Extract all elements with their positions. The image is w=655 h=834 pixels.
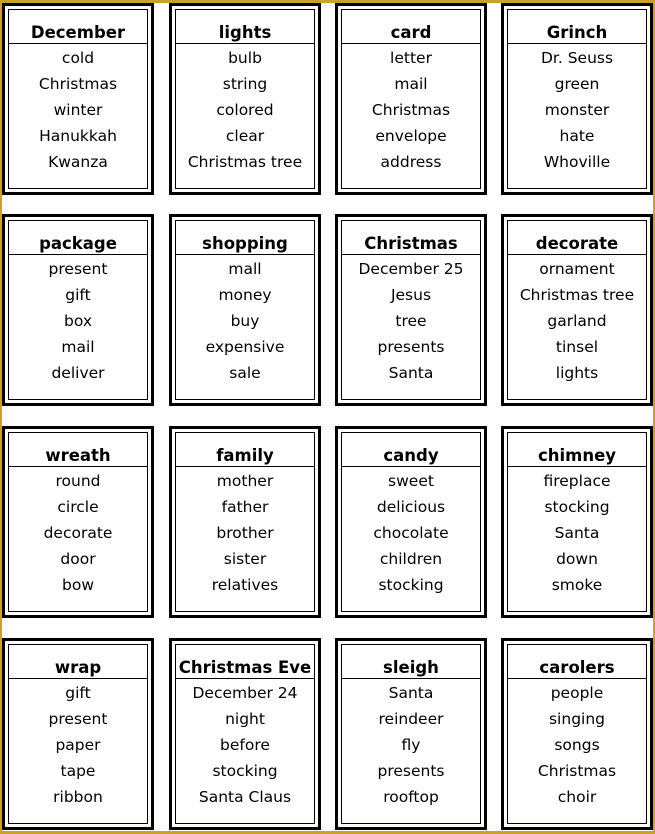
card-word: monster xyxy=(544,101,610,119)
card-word: Christmas tree xyxy=(519,286,635,304)
card-word: mall xyxy=(228,260,262,278)
taboo-card xyxy=(169,214,321,406)
card-word: garland xyxy=(547,312,607,330)
card-word: buy xyxy=(230,312,260,330)
card-word: choir xyxy=(557,788,597,806)
card-word: relatives xyxy=(211,576,279,594)
card-title: Christmas Eve xyxy=(176,645,314,679)
card-inner-frame xyxy=(341,432,481,612)
card-inner-frame xyxy=(341,9,481,189)
card-word: mother xyxy=(216,472,274,490)
taboo-card xyxy=(169,3,321,195)
taboo-card xyxy=(501,214,653,406)
taboo-card xyxy=(2,426,154,618)
card-word: father xyxy=(221,498,269,516)
taboo-card xyxy=(335,426,487,618)
taboo-card xyxy=(335,638,487,830)
taboo-card xyxy=(2,3,154,195)
card-title: candy xyxy=(342,433,480,467)
card-inner-frame xyxy=(175,432,315,612)
card-word: night xyxy=(225,710,265,728)
card-word: mail xyxy=(394,75,428,93)
card-word-list xyxy=(508,44,646,175)
card-word: winter xyxy=(53,101,103,119)
card-word: envelope xyxy=(375,127,447,145)
card-word: fireplace xyxy=(543,472,611,490)
card-word: Christmas xyxy=(38,75,118,93)
card-word: chocolate xyxy=(373,524,449,542)
card-word: expensive xyxy=(205,338,285,356)
card-word-list xyxy=(176,679,314,810)
taboo-card xyxy=(335,214,487,406)
card-word: presents xyxy=(377,338,445,356)
card-inner-frame xyxy=(341,220,481,400)
card-word: colored xyxy=(216,101,274,119)
card-word: singing xyxy=(548,710,605,728)
card-word: ornament xyxy=(539,260,615,278)
card-title: decorate xyxy=(508,221,646,255)
card-word: present xyxy=(48,260,108,278)
card-word-list xyxy=(342,44,480,175)
card-word: Christmas xyxy=(371,101,451,119)
taboo-card xyxy=(501,426,653,618)
card-word: gift xyxy=(65,684,91,702)
card-word: clear xyxy=(225,127,265,145)
card-word-list xyxy=(9,679,147,810)
card-inner-frame xyxy=(507,432,647,612)
card-word: Dr. Seuss xyxy=(540,49,614,67)
card-inner-frame xyxy=(8,644,148,824)
card-word: hate xyxy=(559,127,595,145)
card-word: Santa xyxy=(388,364,434,382)
card-word: door xyxy=(60,550,96,568)
card-word: before xyxy=(220,736,270,754)
card-word: children xyxy=(379,550,443,568)
taboo-card xyxy=(2,638,154,830)
card-title: wrap xyxy=(9,645,147,679)
card-word: delicious xyxy=(376,498,446,516)
card-title: Christmas xyxy=(342,221,480,255)
card-word: ribbon xyxy=(53,788,103,806)
card-word: lights xyxy=(555,364,599,382)
card-word: cold xyxy=(61,49,95,67)
card-word: fly xyxy=(401,736,421,754)
card-word: brother xyxy=(216,524,274,542)
card-word-list xyxy=(342,679,480,810)
card-word-list xyxy=(342,467,480,598)
card-word: people xyxy=(550,684,604,702)
card-word: Santa xyxy=(554,524,600,542)
card-inner-frame xyxy=(507,220,647,400)
card-inner-frame xyxy=(175,644,315,824)
card-word: gift xyxy=(65,286,91,304)
card-inner-frame xyxy=(175,220,315,400)
card-word: sweet xyxy=(388,472,434,490)
card-inner-frame xyxy=(8,9,148,189)
card-word: present xyxy=(48,710,108,728)
card-inner-frame xyxy=(8,220,148,400)
card-word: smoke xyxy=(551,576,603,594)
card-word: Whoville xyxy=(543,153,611,171)
card-title: Grinch xyxy=(508,10,646,44)
card-word: paper xyxy=(55,736,101,754)
card-title: package xyxy=(9,221,147,255)
card-word: mail xyxy=(61,338,95,356)
card-word: stocking xyxy=(212,762,278,780)
card-title: December xyxy=(9,10,147,44)
taboo-card xyxy=(335,3,487,195)
taboo-card xyxy=(501,3,653,195)
card-word: December 25 xyxy=(358,260,464,278)
card-word: presents xyxy=(377,762,445,780)
card-word: stocking xyxy=(378,576,444,594)
taboo-card xyxy=(169,638,321,830)
card-word: money xyxy=(218,286,272,304)
card-word-list xyxy=(508,255,646,386)
card-word-list xyxy=(9,467,147,598)
taboo-card xyxy=(2,214,154,406)
card-word: tinsel xyxy=(555,338,599,356)
card-word: Santa xyxy=(388,684,434,702)
card-title: lights xyxy=(176,10,314,44)
card-word: green xyxy=(554,75,600,93)
card-word-list xyxy=(9,255,147,386)
card-word: string xyxy=(222,75,268,93)
card-word: Santa Claus xyxy=(198,788,292,806)
card-word: circle xyxy=(57,498,99,516)
card-title: carolers xyxy=(508,645,646,679)
card-title: sleigh xyxy=(342,645,480,679)
card-word: letter xyxy=(390,49,432,67)
card-word: Hanukkah xyxy=(39,127,117,145)
card-word: deliver xyxy=(51,364,105,382)
card-word: Christmas xyxy=(537,762,617,780)
card-word: box xyxy=(63,312,93,330)
card-word: Kwanza xyxy=(48,153,108,171)
card-word-list xyxy=(9,44,147,175)
card-word: sister xyxy=(223,550,267,568)
card-word: Christmas tree xyxy=(187,153,303,171)
card-title: shopping xyxy=(176,221,314,255)
card-inner-frame xyxy=(507,9,647,189)
card-title: card xyxy=(342,10,480,44)
card-word: reindeer xyxy=(378,710,444,728)
card-word-list xyxy=(176,44,314,175)
card-word: round xyxy=(55,472,101,490)
card-word-list xyxy=(508,467,646,598)
card-inner-frame xyxy=(175,9,315,189)
card-inner-frame xyxy=(8,432,148,612)
card-word-list xyxy=(342,255,480,386)
card-word-list xyxy=(508,679,646,810)
card-title: chimney xyxy=(508,433,646,467)
card-word-list xyxy=(176,467,314,598)
card-word: songs xyxy=(554,736,600,754)
card-word: bulb xyxy=(228,49,262,67)
card-title: wreath xyxy=(9,433,147,467)
card-word: address xyxy=(380,153,442,171)
card-word: tape xyxy=(60,762,96,780)
card-word-list xyxy=(176,255,314,386)
card-word: Jesus xyxy=(390,286,432,304)
card-word: decorate xyxy=(43,524,113,542)
card-word: December 24 xyxy=(192,684,298,702)
taboo-card xyxy=(501,638,653,830)
card-title: family xyxy=(176,433,314,467)
card-word: bow xyxy=(62,576,94,594)
card-word: down xyxy=(556,550,598,568)
card-word: stocking xyxy=(544,498,610,516)
card-inner-frame xyxy=(341,644,481,824)
card-word: tree xyxy=(395,312,427,330)
taboo-card xyxy=(169,426,321,618)
card-word: sale xyxy=(229,364,261,382)
card-inner-frame xyxy=(507,644,647,824)
card-word: rooftop xyxy=(383,788,439,806)
